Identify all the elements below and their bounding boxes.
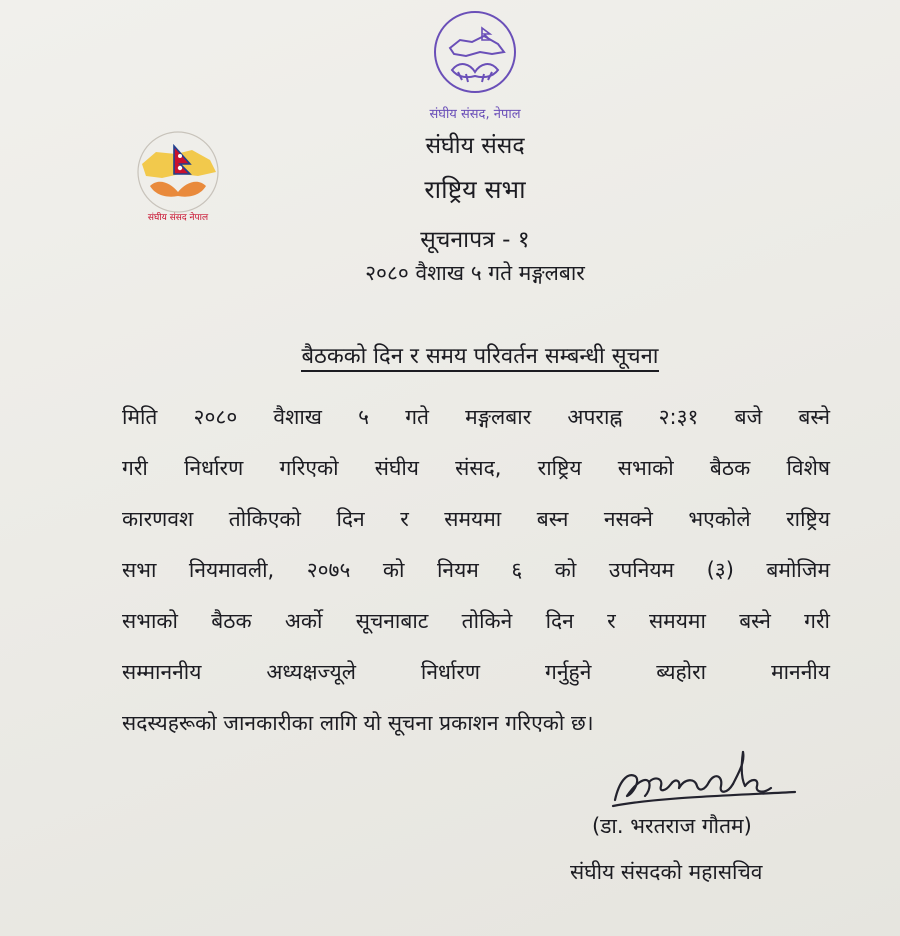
body-line: सम्माननीय अध्यक्षज्यूले निर्धारण गर्नुहुने ब्यहोरा माननीय (122, 660, 830, 684)
header-national-assembly: राष्ट्रिय सभा (424, 175, 526, 204)
header-notice-number: सूचनापत्र - १ (420, 227, 530, 253)
handwritten-signature (605, 742, 805, 818)
header-parliament: संघीय संसद (425, 133, 525, 159)
seal-text: संघीय संसद, नेपाल (429, 107, 521, 122)
body-line: सभाको बैठक अर्को सूचनाबाट तोकिने दिन र समयमा बस्ने गरी (122, 609, 830, 633)
parliament-seal (400, 6, 550, 124)
signer-title: संघीय संसदको महासचिव (570, 860, 763, 884)
notice-body (122, 392, 830, 749)
body-line: सभा नियमावली, २०७५ को नियम ६ को उपनियम (३) बमोजिम (122, 558, 830, 582)
body-line: कारणवश तोकिएको दिन र समयमा बस्न नसक्ने भएकोले राष्ट्रिय (122, 507, 830, 531)
logo-text: संघीय संसद नेपाल (147, 213, 209, 223)
header-date: २०८० वैशाख ५ गते मङ्गलबार (365, 261, 585, 285)
notice-subject-text: बैठकको दिन र समय परिवर्तन सम्बन्धी सूचना (301, 344, 658, 372)
notice-subject (210, 340, 750, 370)
body-line: सदस्यहरूको जानकारीका लागि यो सूचना प्रकाशन गरिएको छ। (122, 711, 594, 735)
parliament-logo (128, 126, 228, 236)
body-line: मिति २०८० वैशाख ५ गते मङ्गलबार अपराह्न २:३१ बजे बस्ने (122, 405, 830, 429)
signer-name: (डा. भरतराज गौतम) (592, 814, 752, 838)
body-line: गरी निर्धारण गरिएको संघीय संसद, राष्ट्रिय सभाको बैठक विशेष (122, 456, 830, 480)
